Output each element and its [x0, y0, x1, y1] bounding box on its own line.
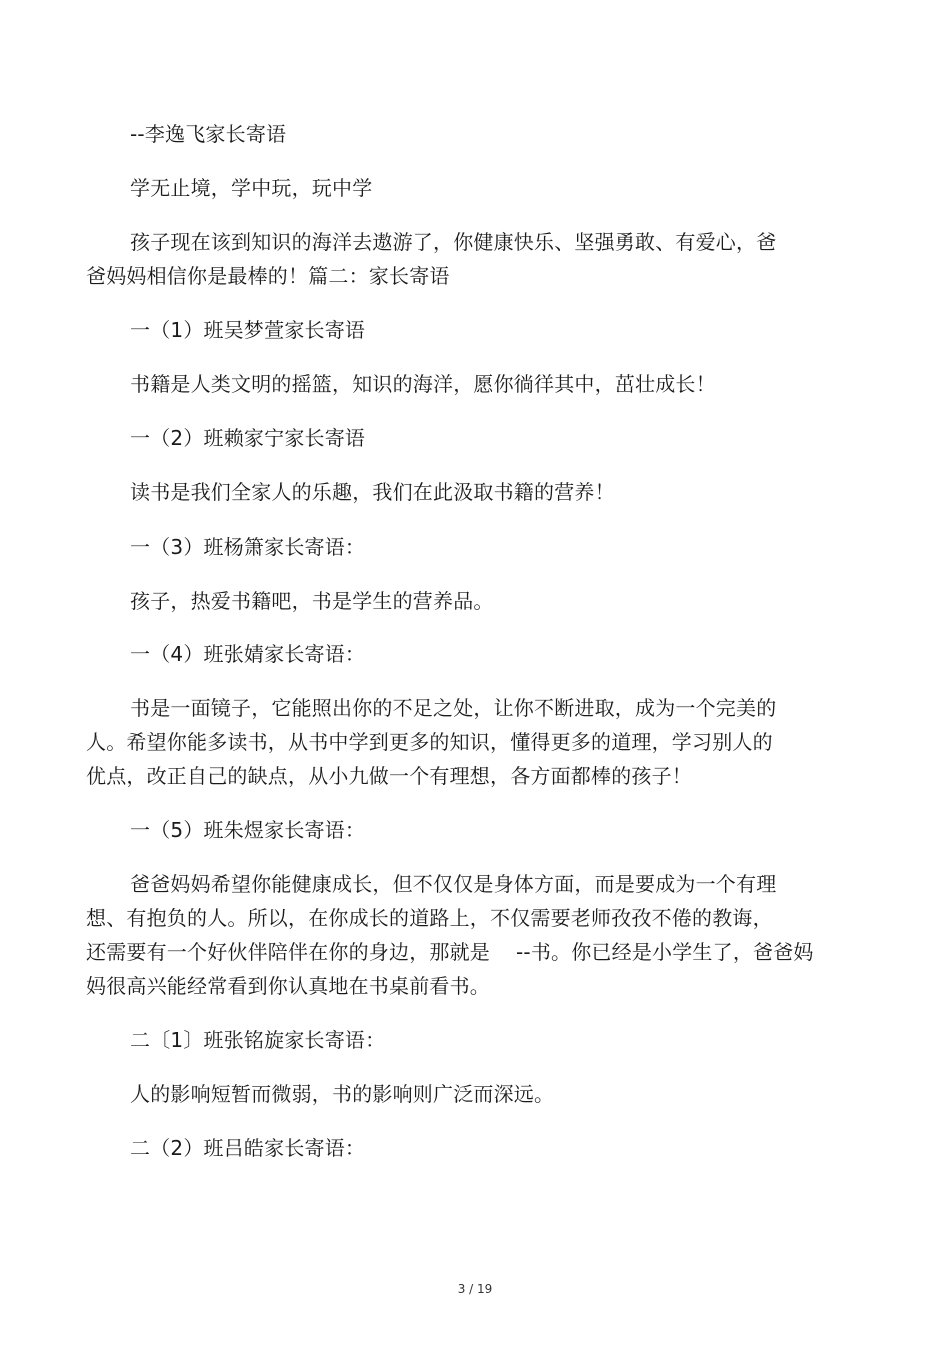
paragraph-line: 爸妈妈相信你是最棒的！篇二：家长寄语: [86, 264, 450, 288]
class-heading: 一（2）班赖家宁家长寄语: [130, 426, 366, 450]
class-heading: 二（2）班吕皓家长寄语：: [130, 1136, 366, 1160]
class-heading: 二〔1〕班张铭旋家长寄语：: [130, 1028, 386, 1052]
class-heading: 一（3）班杨箫家长寄语：: [130, 535, 366, 559]
paragraph-line: 书是一面镜子，它能照出你的不足之处，让你不断进取，成为一个完美的: [130, 696, 777, 720]
paragraph-line-part: 还需要有一个好伙伴陪伴在你的身边，那就是: [86, 940, 490, 964]
paragraph-line: 书籍是人类文明的摇篮，知识的海洋，愿你徜徉其中，茁壮成长！: [130, 372, 716, 396]
paragraph-line: 孩子，热爱书籍吧，书是学生的营养品。: [130, 589, 494, 613]
paragraph-line: 人的影响短暂而微弱，书的影响则广泛而深远。: [130, 1082, 555, 1106]
paragraph-line: 读书是我们全家人的乐趣，我们在此汲取书籍的营养！: [130, 480, 615, 504]
attribution-line: --李逸飞家长寄语: [130, 122, 287, 146]
paragraph-line: 妈很高兴能经常看到你认真地在书桌前看书。: [86, 974, 490, 998]
paragraph-line: 优点，改正自己的缺点，从小九做一个有理想，各方面都棒的孩子！: [86, 764, 692, 788]
class-heading: 一（1）班吴梦萱家长寄语: [130, 318, 366, 342]
paragraph-line: 孩子现在该到知识的海洋去遨游了，你健康快乐、坚强勇敢、有爱心，爸: [130, 230, 777, 254]
paragraph-line: 人。希望你能多读书，从书中学到更多的知识，懂得更多的道理，学习别人的: [86, 730, 773, 754]
class-heading: 一（5）班朱煜家长寄语：: [130, 818, 366, 842]
paragraph-line: 爸爸妈妈希望你能健康成长，但不仅仅是身体方面，而是要成为一个有理: [130, 872, 777, 896]
paragraph-line-part: --书。你已经是小学生了，爸爸妈: [516, 940, 814, 964]
paragraph-line: 想、有抱负的人。所以，在你成长的道路上，不仅需要老师孜孜不倦的教诲，: [86, 906, 773, 930]
paragraph-line: [86, 940, 814, 964]
paragraph-line: 学无止境，学中玩，玩中学: [130, 176, 373, 200]
page-number: 3 / 19: [457, 1282, 493, 1296]
class-heading: 一（4）班张婧家长寄语：: [130, 642, 366, 666]
